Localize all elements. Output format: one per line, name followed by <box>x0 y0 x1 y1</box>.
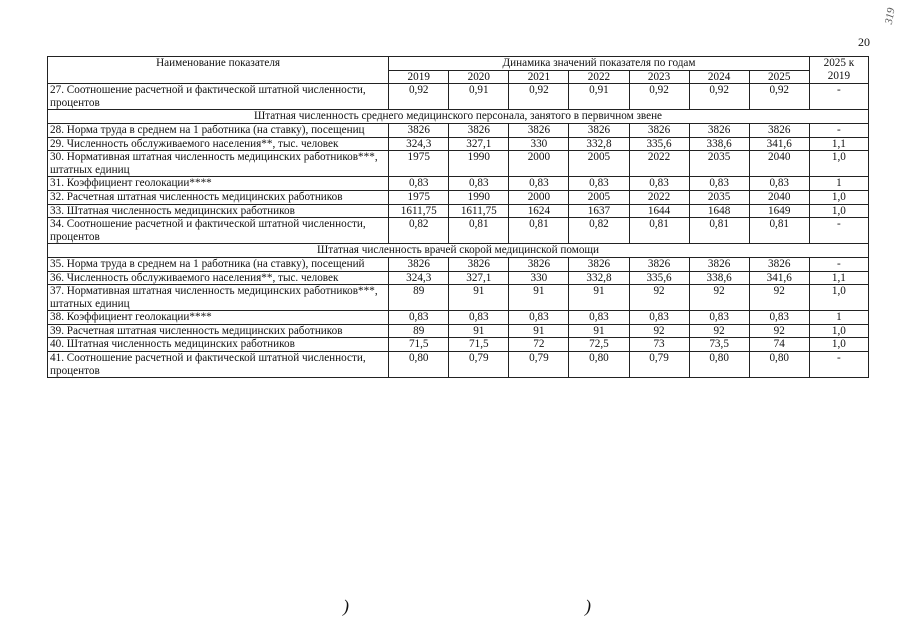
year-value-cell: 89 <box>389 285 449 311</box>
year-value-cell: 3826 <box>389 123 449 137</box>
year-value-cell: 0,92 <box>749 84 809 110</box>
indicator-name: 38. Коэффициент геолокации**** <box>48 311 389 325</box>
year-value-cell: 0,92 <box>629 84 689 110</box>
ratio-cell: - <box>809 84 868 110</box>
year-value-cell: 3826 <box>629 257 689 271</box>
table-body <box>48 84 869 378</box>
year-value-cell: 0,82 <box>389 218 449 244</box>
year-value-cell: 92 <box>629 324 689 338</box>
ratio-cell: 1,1 <box>809 137 868 151</box>
table-row <box>48 177 869 191</box>
section-row <box>48 244 869 258</box>
year-value-cell: 72 <box>509 338 569 352</box>
year-value-cell: 91 <box>569 285 629 311</box>
section-row <box>48 110 869 124</box>
year-value-cell: 332,8 <box>569 137 629 151</box>
year-value-cell: 1637 <box>569 204 629 218</box>
year-value-cell: 335,6 <box>629 271 689 285</box>
indicator-name: 30. Нормативная штатная численность медицинских работников***, штатных единиц <box>48 151 389 177</box>
year-value-cell: 89 <box>389 324 449 338</box>
ratio-cell: - <box>809 257 868 271</box>
table-row <box>48 257 869 271</box>
year-value-cell: 0,83 <box>509 311 569 325</box>
year-value-cell: 327,1 <box>449 271 509 285</box>
indicator-name: 40. Штатная численность медицинских работников <box>48 338 389 352</box>
year-value-cell: 0,83 <box>389 311 449 325</box>
year-value-cell: 3826 <box>509 257 569 271</box>
year-value-cell: 0,92 <box>509 84 569 110</box>
year-value-cell: 0,81 <box>449 218 509 244</box>
year-value-cell: 92 <box>689 285 749 311</box>
indicator-name: 36. Численность обслуживаемого населения**, тыс. человек <box>48 271 389 285</box>
year-value-cell: 3826 <box>449 123 509 137</box>
table-row <box>48 151 869 177</box>
scan-mark: ) <box>343 596 349 616</box>
ratio-cell: 1 <box>809 177 868 191</box>
ratio-cell: 1,0 <box>809 338 868 352</box>
year-value-cell: 1611,75 <box>389 204 449 218</box>
table-row <box>48 123 869 137</box>
table-row <box>48 271 869 285</box>
ratio-cell: 1,0 <box>809 324 868 338</box>
ratio-cell: 1,1 <box>809 271 868 285</box>
year-value-cell: 92 <box>689 324 749 338</box>
indicator-name: 33. Штатная численность медицинских работников <box>48 204 389 218</box>
year-value-cell: 327,1 <box>449 137 509 151</box>
year-value-cell: 324,3 <box>389 271 449 285</box>
year-value-cell: 74 <box>749 338 809 352</box>
year-value-cell: 2040 <box>749 151 809 177</box>
year-value-cell: 72,5 <box>569 338 629 352</box>
indicator-name: 29. Численность обслуживаемого населения**, тыс. человек <box>48 137 389 151</box>
year-value-cell: 91 <box>449 324 509 338</box>
table-row <box>48 285 869 311</box>
year-value-cell: 0,83 <box>449 177 509 191</box>
year-value-cell: 2005 <box>569 151 629 177</box>
year-value-cell: 3826 <box>449 257 509 271</box>
year-value-cell: 0,79 <box>449 352 509 378</box>
indicator-name: 32. Расчетная штатная численность медицинских работников <box>48 190 389 204</box>
year-value-cell: 0,81 <box>509 218 569 244</box>
section-title: Штатная численность врачей скорой медицинской помощи <box>48 244 869 258</box>
year-value-cell: 3826 <box>389 257 449 271</box>
year-value-cell: 0,80 <box>569 352 629 378</box>
year-value-cell: 0,92 <box>389 84 449 110</box>
year-value-cell: 0,91 <box>449 84 509 110</box>
scan-mark: ) <box>585 596 591 616</box>
table-row <box>48 338 869 352</box>
year-value-cell: 2040 <box>749 190 809 204</box>
indicator-name: 28. Норма труда в среднем на 1 работника (на ставку), посещениц <box>48 123 389 137</box>
year-value-cell: 3826 <box>629 123 689 137</box>
year-value-cell: 0,80 <box>749 352 809 378</box>
table-row <box>48 84 869 110</box>
year-value-cell: 0,83 <box>449 311 509 325</box>
year-value-cell: 0,81 <box>749 218 809 244</box>
year-value-cell: 2005 <box>569 190 629 204</box>
year-value-cell: 0,83 <box>389 177 449 191</box>
year-value-cell: 71,5 <box>389 338 449 352</box>
table-row <box>48 204 869 218</box>
year-value-cell: 1990 <box>449 190 509 204</box>
year-value-cell: 338,6 <box>689 271 749 285</box>
ratio-cell: 1,0 <box>809 151 868 177</box>
year-value-cell: 0,83 <box>509 177 569 191</box>
year-value-cell: 335,6 <box>629 137 689 151</box>
year-value-cell: 92 <box>749 324 809 338</box>
year-value-cell: 1611,75 <box>449 204 509 218</box>
year-value-cell: 338,6 <box>689 137 749 151</box>
year-value-cell: 0,83 <box>569 177 629 191</box>
indicator-name: 37. Нормативная штатная численность медицинских работников***, штатных единиц <box>48 285 389 311</box>
section-title: Штатная численность среднего медицинского персонала, занятого в первичном звене <box>48 110 869 124</box>
year-value-cell: 0,91 <box>569 84 629 110</box>
column-header-year: 2022 <box>569 70 629 84</box>
year-value-cell: 1990 <box>449 151 509 177</box>
year-value-cell: 3826 <box>749 123 809 137</box>
year-value-cell: 91 <box>509 324 569 338</box>
year-value-cell: 2035 <box>689 190 749 204</box>
year-value-cell: 332,8 <box>569 271 629 285</box>
year-value-cell: 71,5 <box>449 338 509 352</box>
year-value-cell: 3826 <box>509 123 569 137</box>
column-header-dynamics: Динамика значений показателя по годам <box>389 57 810 71</box>
indicator-name: 27. Соотношение расчетной и фактической штатной численности, процентов <box>48 84 389 110</box>
year-value-cell: 2000 <box>509 151 569 177</box>
year-value-cell: 91 <box>449 285 509 311</box>
indicator-name: 35. Норма труда в среднем на 1 работника (на ставку), посещений <box>48 257 389 271</box>
year-value-cell: 0,83 <box>569 311 629 325</box>
staffing-table <box>47 56 869 378</box>
year-value-cell: 0,92 <box>689 84 749 110</box>
ratio-cell: 1,0 <box>809 204 868 218</box>
table-row <box>48 218 869 244</box>
year-value-cell: 3826 <box>569 257 629 271</box>
table-row <box>48 190 869 204</box>
year-value-cell: 2022 <box>629 190 689 204</box>
table-row <box>48 137 869 151</box>
year-value-cell: 2000 <box>509 190 569 204</box>
year-value-cell: 0,80 <box>389 352 449 378</box>
year-value-cell: 1648 <box>689 204 749 218</box>
year-value-cell: 91 <box>509 285 569 311</box>
handwritten-page-mark: 319 <box>882 6 898 26</box>
year-value-cell: 3826 <box>749 257 809 271</box>
year-value-cell: 3826 <box>689 257 749 271</box>
table-row <box>48 324 869 338</box>
year-value-cell: 73,5 <box>689 338 749 352</box>
year-value-cell: 324,3 <box>389 137 449 151</box>
year-value-cell: 0,79 <box>509 352 569 378</box>
column-header-indicator: Наименование показателя <box>48 57 389 84</box>
indicator-name: 31. Коэффициент геолокации**** <box>48 177 389 191</box>
column-header-year: 2019 <box>389 70 449 84</box>
year-value-cell: 2035 <box>689 151 749 177</box>
year-value-cell: 3826 <box>689 123 749 137</box>
year-value-cell: 330 <box>509 271 569 285</box>
ratio-cell: - <box>809 123 868 137</box>
year-value-cell: 0,80 <box>689 352 749 378</box>
year-value-cell: 2022 <box>629 151 689 177</box>
ratio-cell: - <box>809 352 868 378</box>
column-header-year: 2021 <box>509 70 569 84</box>
ratio-cell: 1,0 <box>809 190 868 204</box>
year-value-cell: 0,83 <box>629 177 689 191</box>
year-value-cell: 0,79 <box>629 352 689 378</box>
ratio-cell: 1 <box>809 311 868 325</box>
column-header-year: 2024 <box>689 70 749 84</box>
year-value-cell: 0,81 <box>629 218 689 244</box>
year-value-cell: 330 <box>509 137 569 151</box>
year-value-cell: 0,82 <box>569 218 629 244</box>
year-value-cell: 0,83 <box>749 311 809 325</box>
column-header-year: 2025 <box>749 70 809 84</box>
year-value-cell: 91 <box>569 324 629 338</box>
year-value-cell: 73 <box>629 338 689 352</box>
year-value-cell: 0,83 <box>749 177 809 191</box>
year-value-cell: 0,81 <box>689 218 749 244</box>
year-value-cell: 92 <box>749 285 809 311</box>
year-value-cell: 0,83 <box>689 177 749 191</box>
year-value-cell: 341,6 <box>749 271 809 285</box>
year-value-cell: 0,83 <box>689 311 749 325</box>
table-row <box>48 352 869 378</box>
year-value-cell: 1649 <box>749 204 809 218</box>
year-value-cell: 1624 <box>509 204 569 218</box>
year-value-cell: 3826 <box>569 123 629 137</box>
year-value-cell: 1644 <box>629 204 689 218</box>
ratio-cell: 1,0 <box>809 285 868 311</box>
year-value-cell: 1975 <box>389 151 449 177</box>
ratio-cell: - <box>809 218 868 244</box>
indicator-name: 34. Соотношение расчетной и фактической штатной численности, процентов <box>48 218 389 244</box>
page-number: 20 <box>858 35 870 49</box>
year-value-cell: 1975 <box>389 190 449 204</box>
year-value-cell: 0,83 <box>629 311 689 325</box>
column-header-ratio: 2025 к 2019 <box>809 57 868 84</box>
table-row <box>48 311 869 325</box>
table-header-row <box>48 57 869 71</box>
year-value-cell: 92 <box>629 285 689 311</box>
indicator-name: 41. Соотношение расчетной и фактической штатной численности, процентов <box>48 352 389 378</box>
year-value-cell: 341,6 <box>749 137 809 151</box>
column-header-year: 2020 <box>449 70 509 84</box>
column-header-year: 2023 <box>629 70 689 84</box>
indicator-name: 39. Расчетная штатная численность медицинских работников <box>48 324 389 338</box>
